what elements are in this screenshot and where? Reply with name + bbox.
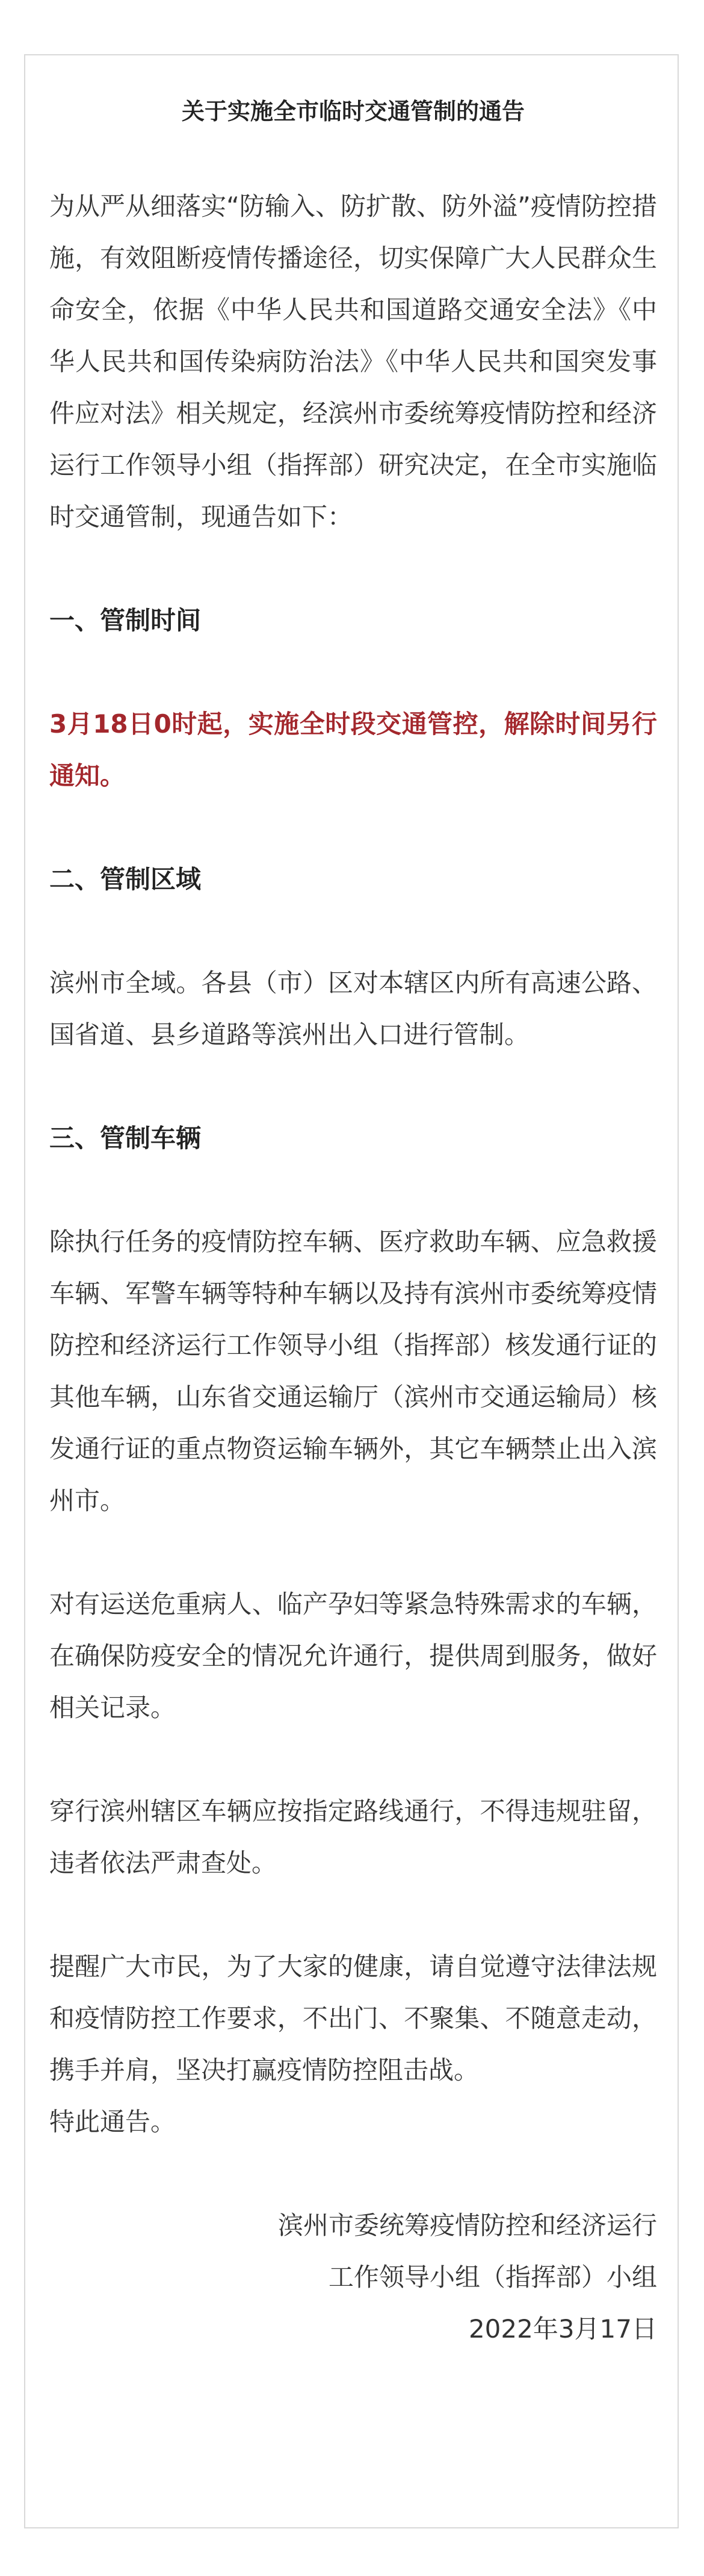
vehicles-paragraph-1: 除执行任务的疫情防控车辆、医疗救助车辆、应急救援车辆、军警车辆等特种车辆以及持有滨州市委统筹疫情防控和经济运行工作领导小组（指挥部）核发通行证的其他车辆，山东省交通运输厅（滨州市交通运输局）核发通行证的重点物资运输车辆外，其它车辆禁止出入滨州市。 [49, 1227, 657, 1515]
vehicles-paragraph-2: 对有运送危重病人、临产孕妇等紧急特殊需求的车辆，在确保防疫安全的情况允许通行，提供周到服务，做好相关记录。 [49, 1589, 657, 1722]
vehicles-paragraph-3: 穿行滨州辖区车辆应按指定路线通行，不得违规驻留，违者依法严肃查处。 [49, 1796, 657, 1878]
section-heading-area: 二、管制区域 [49, 864, 202, 894]
closing-line: 特此通告。 [49, 2107, 176, 2137]
control-time-paragraph: 3月18日0时起，实施全时段交通管控，解除时间另行通知。 [49, 709, 657, 790]
control-area-paragraph: 滨州市全域。各县（市）区对本辖区内所有高速公路、国省道、县乡道路等滨州出入口进行管制。 [49, 968, 657, 1049]
signature-date: 2022年3月17日 [468, 2314, 657, 2344]
section-heading-vehicles: 三、管制车辆 [49, 1123, 202, 1153]
intro-paragraph: 为从严从细落实“防输入、防扩散、防外溢”疫情防控措施，有效阻断疫情传播途径，切实保障广大人民群众生命安全，依据《中华人民共和国道路交通安全法》《中华人民共和国传染病防治法》《中华人民共和国突发事件应对法》相关规定，经滨州市委统筹疫情防控和经济运行工作领导小组（指挥部）研究决定，在全市实施临时交通管制，现通告如下： [49, 191, 657, 532]
section-heading-time: 一、管制时间 [49, 606, 202, 635]
signature-org-line-2: 工作领导小组（指挥部）小组 [328, 2262, 657, 2292]
signature-org-line-1: 滨州市委统筹疫情防控和经济运行 [277, 2211, 657, 2240]
reminder-paragraph: 提醒广大市民，为了大家的健康，请自觉遵守法律法规和疫情防控工作要求，不出门、不聚集、不随意走动，携手并肩，坚决打赢疫情防控阻击战。 [49, 1952, 657, 2085]
notice-title: 关于实施全市临时交通管制的通告 [181, 98, 525, 125]
notice-body [49, 84, 657, 2355]
